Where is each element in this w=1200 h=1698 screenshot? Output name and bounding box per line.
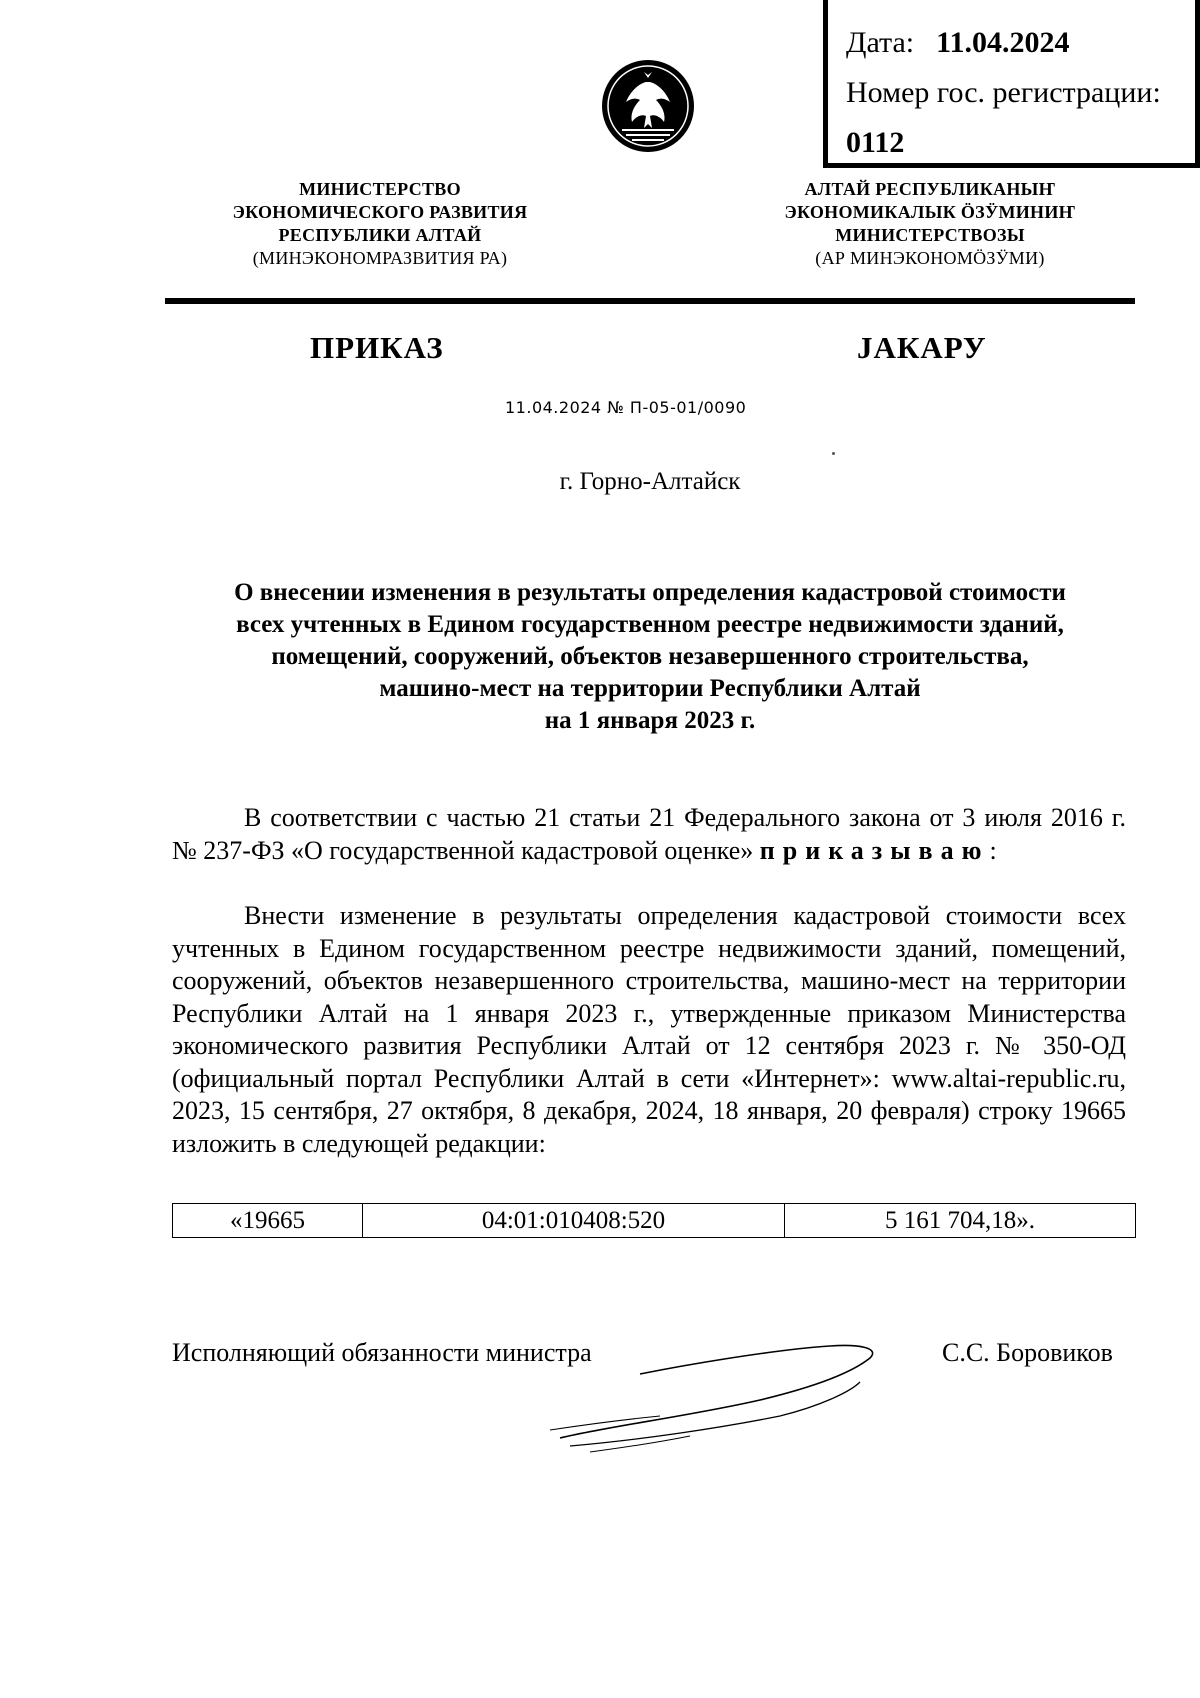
heading-line1: О внесении изменения в результаты определения кадастровой стоимости <box>234 579 1066 606</box>
ministry-alt-line1: АЛТАЙ РЕСПУБЛИКАНЫҤ <box>804 179 1056 199</box>
ministry-ru-short: (МИНЭКОНОМРАЗВИТИЯ РА) <box>252 248 508 268</box>
paragraph-basis <box>172 802 1126 867</box>
ministry-ru-line1: МИНИСТЕРСТВО <box>299 179 461 199</box>
order-command-colon: : <box>989 835 997 865</box>
coat-of-arms-emblem <box>600 58 696 154</box>
heading-line5: на 1 января 2023 г. <box>544 707 756 734</box>
order-title-russian: ПРИКАЗ <box>310 330 444 365</box>
ministry-alt-line2: ЭКОНОМИКАЛЫК ÖЗӰМИНИҤ <box>784 202 1076 222</box>
paragraph-decision: Внести изменение в результаты определения кадастровой стоимости всех учтенных в Едином государственном реестре недвижимости зданий, помещений, сооружений, объектов незавершенного строительства, машино-мест на территории Республики Алтай на 1 января 2023 г., утвержденные приказом Министерства экономического развития Республики Алтай от 12 сентября 2023 г. № 350-ОД (официальный портал Республики Алтай в сети «Интернет»: www.altai-republic.ru, 2023, 15 сентября, 27 октября, 8 декабря, 2024, 18 января, 20 февраля) строку 19665 изложить в следующей редакции: <box>172 901 1126 1158</box>
order-title-altai: ЈАКАРУ <box>857 330 987 365</box>
order-command: приказываю <box>759 835 990 865</box>
registration-number-label: Номер гос. регистрации: <box>846 76 1161 109</box>
ministry-ru-line3: РЕСПУБЛИКИ АЛТАЙ <box>278 225 482 245</box>
registration-date-row <box>846 18 1195 68</box>
registration-date-value: 11.04.2024 <box>936 26 1070 59</box>
registration-number-value: 0112 <box>846 126 905 159</box>
table-row <box>173 1204 1136 1238</box>
ministry-name-altai <box>745 178 1115 270</box>
scan-speck <box>832 452 835 455</box>
ministry-name-russian <box>200 178 560 270</box>
handwritten-signature <box>530 1330 900 1470</box>
heading-line4: машино-мест на территории Республики Алтай <box>379 675 921 702</box>
heading-line2: всех учтенных в Едином государственном реестре недвижимости зданий, <box>236 611 1064 638</box>
paragraph-basis-text: В соответствии с частью 21 статьи 21 Федерального закона от 3 июля 2016 г. № 237-ФЗ «О государственной кадастровой оценке» <box>172 803 1126 865</box>
table-cell-row-number: «19665 <box>173 1204 363 1238</box>
table-cell-cadastral-value: 5 161 704,18». <box>785 1204 1136 1238</box>
order-number: 11.04.2024 № П-05-01/0090 <box>505 398 747 417</box>
signatory-name: С.С. Боровиков <box>942 1338 1113 1367</box>
registration-box <box>823 0 1200 168</box>
cadastral-table <box>172 1203 1136 1238</box>
table-cell-cadastral-number: 04:01:010408:520 <box>363 1204 785 1238</box>
ministry-alt-short: (АР МИНЭКОНОМÖЗӰМИ) <box>815 248 1045 268</box>
signatory-position: Исполняющий обязанности министра <box>172 1338 592 1367</box>
ministry-alt-line3: МИНИСТЕРСТВОЗЫ <box>835 225 1025 245</box>
ministry-ru-line2: ЭКОНОМИЧЕСКОГО РАЗВИТИЯ <box>232 202 528 222</box>
document-heading <box>170 577 1130 737</box>
city: г. Горно-Алтайск <box>559 468 741 495</box>
header-divider <box>165 298 1135 304</box>
heading-line3: помещений, сооружений, объектов незавершенного строительства, <box>271 643 1029 670</box>
registration-date-label: Дата: <box>846 26 915 59</box>
